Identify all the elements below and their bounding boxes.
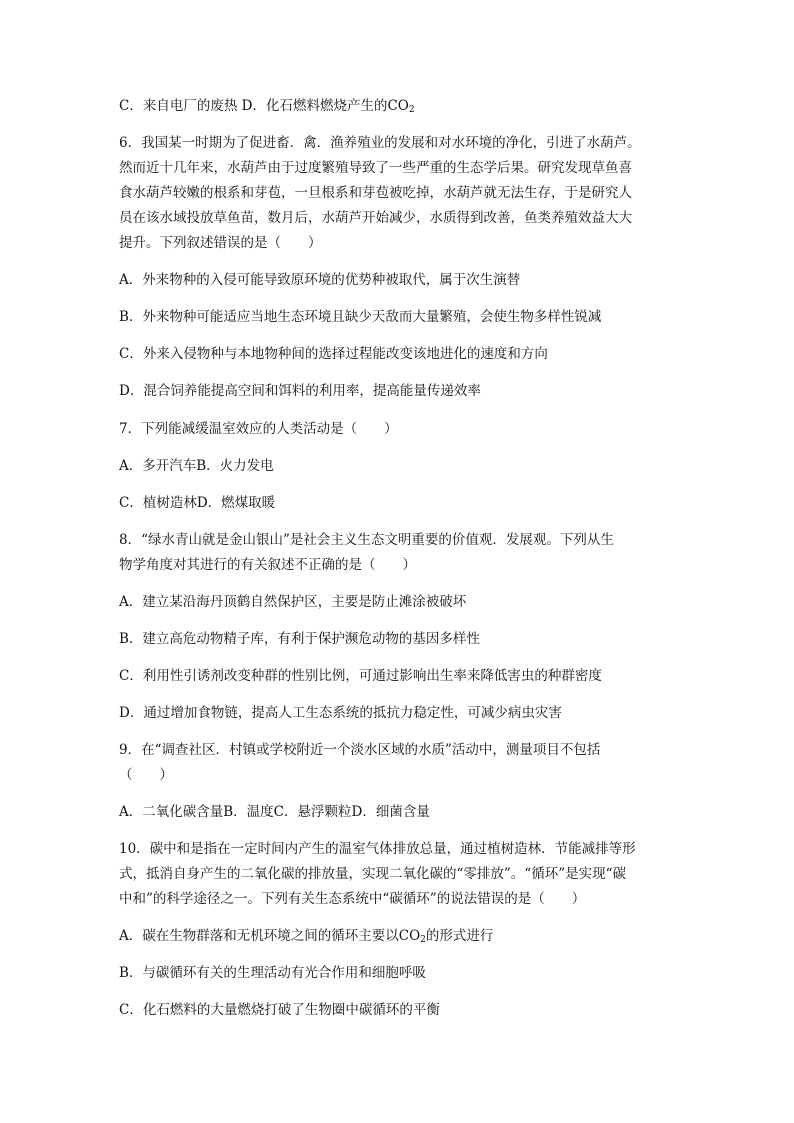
q6-option-b: B．外来物种可能适应当地生态环境且缺少天敌而大量繁殖，会使生物多样性锐减 xyxy=(119,309,602,325)
q8-stem-line: 8．“绿水青山就是金山银山”是社会主义生态文明重要的价值观．发展观。下列从生 xyxy=(119,532,614,548)
q9-stem-line: （ ） xyxy=(119,767,173,783)
q6-option-a: A．外来物种的入侵可能导致原环境的优势种被取代，属于次生演替 xyxy=(119,272,521,288)
q8-option-a: A．建立某沿海丹顶鹤自然保护区，主要是防止滩涂被破坏 xyxy=(119,594,467,610)
q7-option-ab: A．多开汽车B．火力发电 xyxy=(119,458,274,474)
q7-option-cd: C．植树造林D．燃煤取暖 xyxy=(119,495,276,511)
q6-stem-line: 员在该水域投放草鱼苗，数月后，水葫芦开始减少，水质得到改善，鱼类养殖效益大大 xyxy=(119,210,632,226)
q10-stem-line: 10．碳中和是指在一定时间内产生的温室气体排放总量，通过植树造林．节能减排等形 xyxy=(119,841,636,857)
q6-stem-line: 6．我国某一时期为了促进畜．禽．渔养殖业的发展和对水环境的净化，引进了水葫芦。 xyxy=(119,135,641,151)
q6-stem-line: 食水葫芦较嫩的根系和芽苞，一旦根系和芽苞被吃掉，水葫芦就无法生存，于是研究人 xyxy=(119,185,632,201)
q8-option-d: D．通过增加食物链，提高人工生态系统的抵抗力稳定性，可减少病虫灾害 xyxy=(119,705,562,721)
q10-option-c: C．化石燃料的大量燃烧打破了生物圈中碳循环的平衡 xyxy=(119,1002,440,1018)
q6-stem-line: 然而近十几年来，水葫芦由于过度繁殖导致了一些严重的生态学后果。研究发现草鱼喜 xyxy=(119,160,632,176)
q8-option-c: C．利用性引诱剂改变种群的性别比例，可通过影响出生率来降低害虫的种群密度 xyxy=(119,668,602,684)
q9-stem-line: 9．在“调查社区．村镇或学校附近一个淡水区域的水质”活动中，测量项目不包括 xyxy=(119,742,601,758)
q6-option-d: D．混合饲养能提高空间和饵料的利用率，提高能量传递效率 xyxy=(119,383,481,399)
q10-stem-line: 式，抵消自身产生的二氧化碳的排放量，实现二氧化碳的“零排放”。“循环”是实现“碳 xyxy=(119,866,627,882)
q8-option-b: B．建立高危动物精子库，有利于保护濒危动物的基因多样性 xyxy=(119,631,480,647)
q6-option-c: C．外来入侵物种与本地物种间的选择过程能改变该地进化的速度和方向 xyxy=(119,346,548,362)
q8-stem-line: 物学角度对其进行的有关叙述不正确的是（ ） xyxy=(119,557,416,573)
q10-option-a: A．碳在生物群落和无机环境之间的循环主要以$CO_2$的形式进行 xyxy=(119,928,494,945)
q9-options: A．二氧化碳含量B．温度C．悬浮颗粒D．细菌含量 xyxy=(119,804,430,820)
q10-option-b: B．与碳循环有关的生理活动有光合作用和细胞呼吸 xyxy=(119,965,426,981)
q6-stem-line: 提升。下列叙述错误的是（ ） xyxy=(119,235,322,251)
q7-stem: 7．下列能减缓温室效应的人类活动是（ ） xyxy=(119,421,398,437)
q5-option-line: C．来自电厂的废热 D．化石燃料燃烧产生的$CO_2$ xyxy=(119,98,415,115)
q10-stem-line: 中和”的科学途径之一。下列有关生态系统中“碳循环”的说法错误的是（ ） xyxy=(119,891,586,907)
